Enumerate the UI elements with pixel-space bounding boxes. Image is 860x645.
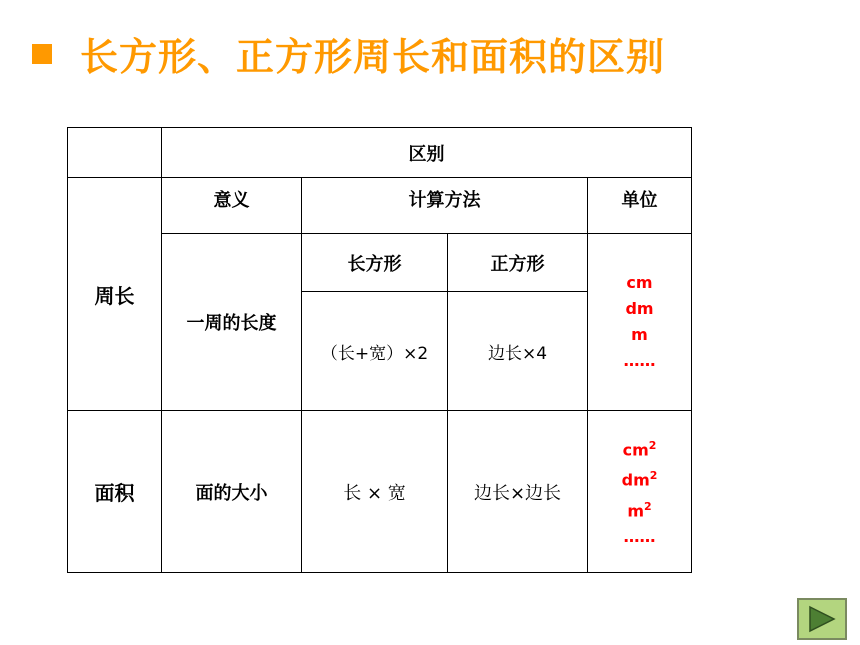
unit-item: …… bbox=[623, 351, 656, 370]
next-slide-button[interactable] bbox=[797, 598, 847, 640]
corner-cell bbox=[68, 128, 162, 178]
unit-item: $m^2$ bbox=[627, 499, 652, 520]
square-bullet-icon bbox=[32, 44, 52, 64]
comparison-table bbox=[67, 127, 692, 573]
header-method: 计算方法 bbox=[302, 178, 588, 234]
area-meaning: 面的大小 bbox=[162, 411, 302, 573]
area-rect-formula: 长 × 宽 bbox=[302, 411, 448, 573]
unit-item: …… bbox=[623, 526, 656, 546]
row-label-perimeter: 周长 bbox=[68, 178, 162, 411]
perimeter-units bbox=[588, 234, 692, 411]
unit-item: m bbox=[631, 325, 648, 344]
subheader-rectangle: 长方形 bbox=[302, 234, 448, 292]
area-units bbox=[588, 411, 692, 573]
perimeter-square-formula: 边长×4 bbox=[448, 292, 588, 411]
title-row bbox=[32, 26, 665, 81]
unit-item: cm bbox=[626, 273, 653, 292]
header-unit: 单位 bbox=[588, 178, 692, 234]
play-icon bbox=[807, 605, 837, 633]
header-difference: 区别 bbox=[162, 128, 692, 178]
unit-item: $cm^2$ bbox=[622, 439, 657, 460]
area-square-formula: 边长×边长 bbox=[448, 411, 588, 573]
unit-item: $dm^2$ bbox=[621, 469, 658, 490]
subheader-square: 正方形 bbox=[448, 234, 588, 292]
unit-item: dm bbox=[625, 299, 654, 318]
perimeter-rect-formula: （长+宽）×2 bbox=[302, 292, 448, 411]
header-meaning: 意义 bbox=[162, 178, 302, 234]
perimeter-meaning: 一周的长度 bbox=[162, 234, 302, 411]
page-title: 长方形、正方形周长和面积的区别 bbox=[80, 35, 666, 79]
row-label-area: 面积 bbox=[68, 411, 162, 573]
